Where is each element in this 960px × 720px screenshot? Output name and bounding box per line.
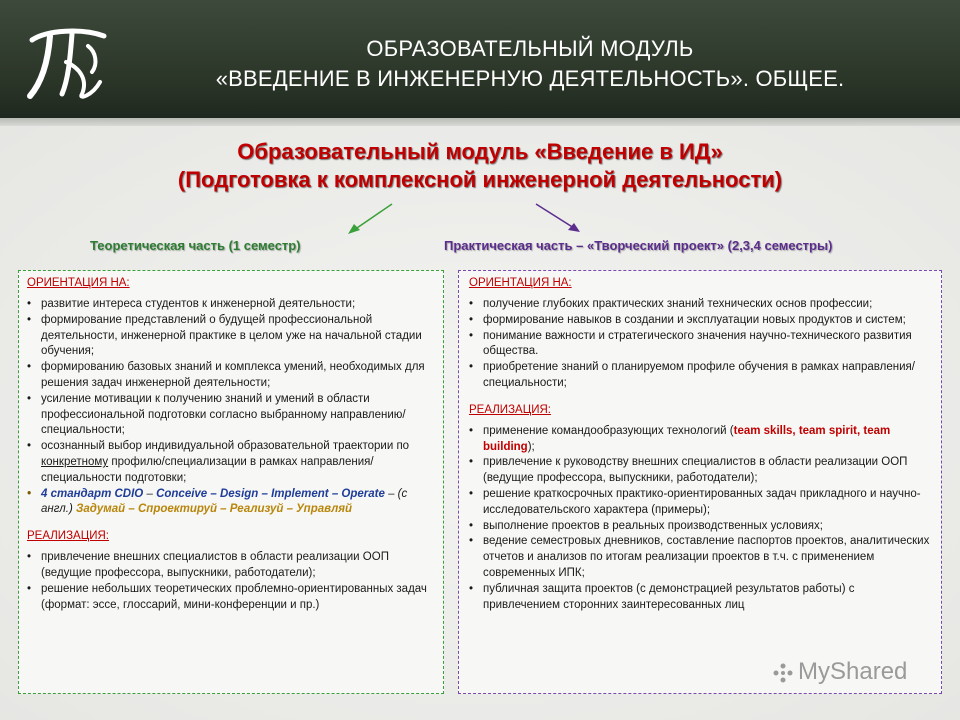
list-item: • публичная защита проектов (с демонстрацией результатов работы) с привлечением сторонних заинтересованных лиц — [469, 582, 931, 614]
list-item: • развитие интереса студентов к инженерной деятельности; — [27, 297, 435, 313]
list-item: • привлечение к руководству внешних специалистов в области реализации ООП (ведущие профессора, выпускники, работодатели); — [469, 455, 931, 487]
list-item: • решение краткосрочных практико-ориентированных задач прикладного и научно-исследовательского характера (примеры); — [469, 487, 931, 519]
university-monogram-logo — [22, 22, 112, 102]
theory-realization-list — [27, 550, 435, 613]
list-item: • понимание важности и стратегического значения научно-технического развития общества. — [469, 329, 931, 361]
module-title-line2: (Подготовка к комплексной инженерной деятельности) — [177, 167, 783, 192]
list-item: • формированию базовых знаний и комплекса умений, необходимых для решения задач инженерной деятельности; — [27, 360, 435, 392]
practice-box — [458, 270, 942, 694]
list-item: • формирование навыков в создании и эксплуатации новых продуктов и систем; — [469, 313, 931, 329]
practice-realization-list — [469, 424, 931, 614]
list-item: • ведение семестровых дневников, составление паспортов проектов, аналитических отчетов и анализов по итогам реализации проектов в т.ч. с применением современных ИПК; — [469, 534, 931, 581]
list-item: • решение небольших теоретических проблемно-ориентированных задач (формат: эссе, глоссарий, мини-конференции и пр.) — [27, 582, 435, 614]
header-divider — [0, 118, 960, 126]
list-item: • получение глубоких практических знаний технических основ профессии; — [469, 297, 931, 313]
list-item: • привлечение внешних специалистов в области реализации ООП (ведущие профессора, выпускники, работодатели); — [27, 550, 435, 582]
practice-part-title: Практическая часть – «Творческий проект» (2,3,4 семестры) — [444, 238, 833, 253]
list-item: • усиление мотивации к получению знаний и умений в области профессиональной подготовки согласно выбранному направлению/специальности; — [27, 392, 435, 439]
header-bar — [0, 0, 960, 118]
theory-realization-heading: РЕАЛИЗАЦИЯ: — [27, 530, 109, 543]
practice-orientation-list — [469, 297, 931, 392]
slide-title — [140, 34, 920, 94]
list-item: • приобретение знаний о планируемом профиле обучения в рамках направления/специальности; — [469, 360, 931, 392]
module-title — [0, 138, 960, 194]
list-item: • применение командообразующих технологий (team skills, team spirit, team building); — [469, 424, 931, 456]
underlined-word: конкретному — [41, 455, 109, 468]
practice-orientation-heading: ОРИЕНТАЦИЯ НА: — [469, 277, 572, 289]
arrow-right-icon — [530, 200, 590, 236]
slide-content — [0, 126, 960, 720]
theory-box — [18, 270, 444, 694]
list-item: • выполнение проектов в реальных производственных условиях; — [469, 519, 931, 535]
slide-title-line2: «ВВЕДЕНИЕ В ИНЖЕНЕРНУЮ ДЕЯТЕЛЬНОСТЬ». ОБЩЕЕ. — [215, 66, 845, 91]
myshared-logo-icon — [772, 662, 794, 684]
theory-orientation-heading: ОРИЕНТАЦИЯ НА: — [27, 277, 130, 289]
theory-orientation-list — [27, 297, 435, 518]
watermark — [772, 658, 907, 686]
module-title-line1: Образовательный модуль «Введение в ИД» — [237, 139, 723, 164]
team-highlight: team skills, team spirit, team building — [483, 424, 891, 453]
watermark-text: MyShared — [798, 658, 908, 685]
arrow-left-icon — [340, 200, 400, 236]
list-item: • осознанный выбор индивидуальной образовательной траектории по конкретному профилю/специализации в рамках направления/специальности подготовки; — [27, 439, 435, 486]
practice-realization-heading: РЕАЛИЗАЦИЯ: — [469, 403, 551, 416]
cdio-standard-item: • 4 стандарт CDIO – Conceive – Design – Implement – Operate – (с англ.) Задумай – Спроектируй – Реализуй – Управляй — [27, 487, 435, 519]
list-item: • формирование представлений о будущей профессиональной деятельности, инженерной практике в целом уже на начальной стадии обучения; — [27, 313, 435, 360]
slide-title-line1: ОБРАЗОВАТЕЛЬНЫЙ МОДУЛЬ — [366, 36, 694, 61]
theory-part-title: Теоретическая часть (1 семестр) — [90, 238, 301, 253]
